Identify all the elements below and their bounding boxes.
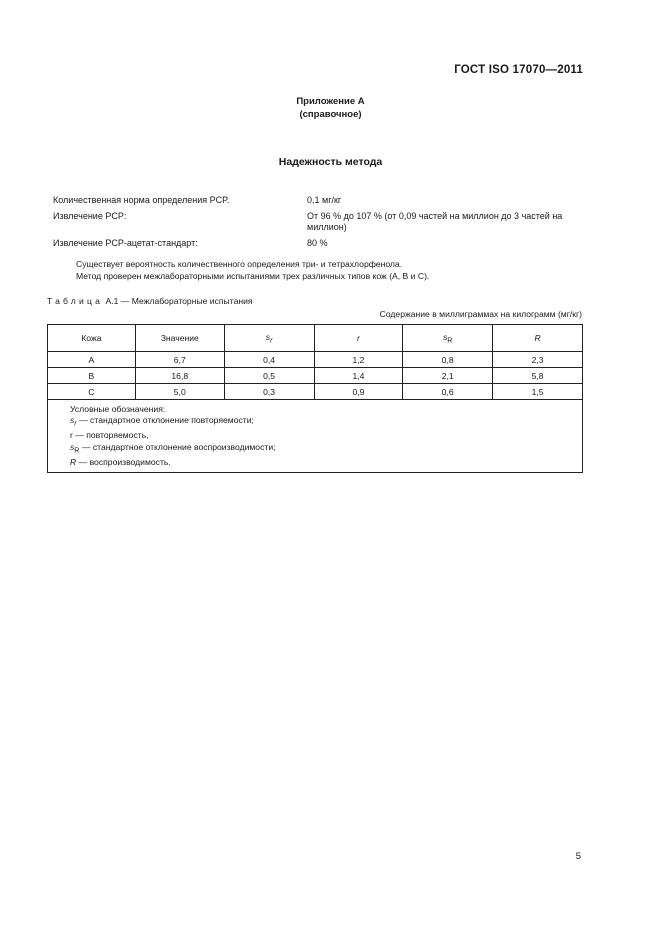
table-cell: 2,1 [403, 368, 493, 384]
table-cell: 0,4 [224, 352, 314, 368]
legend-r: r — повторяемость, [70, 430, 149, 441]
legend-title: Условные обозначения: [70, 404, 166, 414]
page-number: 5 [575, 851, 581, 862]
table-cell: 16,8 [135, 368, 224, 384]
document-code: ГОСТ ISO 17070—2011 [454, 64, 583, 76]
table-cell: 5,0 [135, 384, 224, 400]
table-cell: 1,5 [493, 384, 583, 400]
param-value: От 96 % до 107 % (от 0,09 частей на миллион до 3 частей на миллион) [307, 211, 563, 232]
table-row [48, 368, 583, 384]
appendix-heading [0, 95, 661, 121]
table-caption-prefix: Таблица [47, 296, 104, 306]
legend-sr: $s_r$ — стандартное отклонение повторяемости; [70, 415, 254, 429]
notes [76, 258, 596, 282]
table-legend-row [48, 400, 583, 473]
note-line: Существует вероятность количественного определения три- и тетрахлорфенола. [76, 259, 403, 269]
table-row [48, 384, 583, 400]
table-cell: 2,3 [493, 352, 583, 368]
table-cell: 1,2 [314, 352, 403, 368]
table-cell: В [48, 368, 136, 384]
param-value: 80 % [307, 238, 328, 248]
header-skin: Кожа [48, 325, 136, 352]
table-cell: 6,7 [135, 352, 224, 368]
note-line: Метод проверен межлабораторными испытаниями трех различных типов кож (А, В и С). [76, 271, 430, 281]
table-cell: 0,6 [403, 384, 493, 400]
param-value: 0,1 мг/кг [307, 195, 342, 205]
table-cell: 0,5 [224, 368, 314, 384]
table-units: Содержание в миллиграммах на килограмм (мг/кг) [379, 309, 582, 319]
table-cell: 0,9 [314, 384, 403, 400]
table-row [48, 352, 583, 368]
interlab-table [47, 324, 583, 473]
section-title: Надежность метода [278, 156, 383, 168]
legend-R: R — воспроизводимость. [70, 456, 171, 467]
appendix-title: Приложение А [296, 96, 365, 107]
param-label: Извлечение PCP-ацетат-стандарт: [53, 238, 198, 248]
header-r: r [314, 325, 403, 352]
table-legend [48, 400, 583, 473]
header-sR: $s_R$ [403, 325, 493, 352]
table-cell: С [48, 384, 136, 400]
table-cell: А [48, 352, 136, 368]
param-label: Количественная норма определения PCP. [53, 195, 230, 205]
table-cell: 0,8 [403, 352, 493, 368]
param-label: Извлечение PCP: [53, 211, 127, 221]
table-caption [47, 296, 253, 306]
header-sr: $s_r$ [224, 325, 314, 352]
appendix-subtitle: (справочное) [299, 109, 362, 120]
table-caption-title: А.1 — Межлабораторные испытания [103, 296, 253, 306]
header-R: R [493, 325, 583, 352]
table-cell: 0,3 [224, 384, 314, 400]
legend-sR: $s_R$ — стандартное отклонение воспроизводимости; [70, 441, 276, 455]
table-cell: 5,8 [493, 368, 583, 384]
table-header-row [48, 325, 583, 352]
table-cell: 1,4 [314, 368, 403, 384]
header-value: Значение [135, 325, 224, 352]
